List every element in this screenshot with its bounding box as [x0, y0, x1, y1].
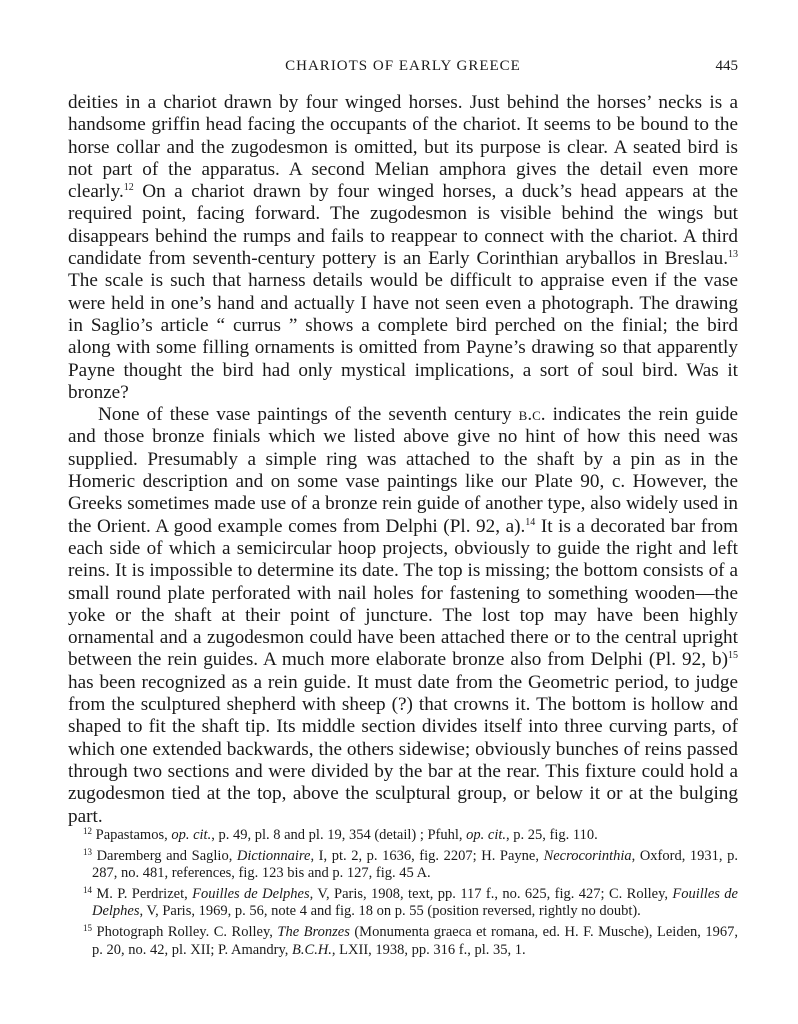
footnote-text: , Oxford, 1931, p. 287, no. 481, references, fig. 123 bis and p. 127, fig. 45 A.	[92, 847, 738, 882]
footnote-number: 14	[83, 884, 92, 895]
paragraph-2-text-a: None of these vase paintings of the seventh century	[98, 404, 519, 426]
paragraph-1	[68, 92, 738, 404]
paragraph-2-text-b: indicates the rein guide and those bronze finials which we listed above give no hint of how this need was supplied. Presumably a simple ring was attached to the shaft by a pin as in the Homeric description and on some vase paintings like our Plate 90, c. However, the Greeks sometimes made use of a bronze rein guide of another type, also widely used in the Orient. A good example comes from Delphi (Pl. 92, a).	[68, 404, 738, 537]
paragraph-2-text-d: has been recognized as a rein guide. It must date from the Geometric period, to judge from the sculptured shepherd with sheep (?) that crowns it. The bottom is hollow and shaped to fit the shaft tip. Its middle section divides itself into three curving parts, of which one extended backwards, the others sidewise; obviously bunches of reins passed through two sections and were divided by the bar at the rear. This fixture could hold a zugodesmon tied at the top, above the sculptural group, or below it or at the bulging part.	[68, 671, 738, 827]
footnote-ref-13: 13	[728, 249, 738, 261]
footnote-text: , V, Paris, 1908, text, pp. 117 f., no. 625, fig. 427; C. Rolley,	[309, 885, 673, 902]
footnote-text: Photograph Rolley. C. Rolley,	[92, 923, 278, 940]
footnote-text: , p. 49, pl. 8 and pl. 19, 354 (detail) ; Pfuhl,	[211, 827, 467, 843]
footnotes	[68, 827, 738, 962]
footnote-ref-12: 12	[123, 182, 134, 194]
footnote-italic: Fouilles de Delphes	[192, 885, 310, 902]
footnote-number: 12	[83, 826, 92, 836]
paragraph-1-text-c: The scale is such that harness details would be difficult to appraise even if the vase were held in one’s hand and actually I have not seen even a photograph. The drawing in Saglio’s article “ currus ” shows a complete bird perched on the finial; the bird along with some filling ornaments is omitted from Payne’s drawing so that apparently Payne thought the bird had only mystical implications, a sort of soul bird. Was it bronze?	[68, 270, 738, 403]
body-text	[68, 92, 738, 828]
footnote-italic: Fouilles de Delphes	[92, 885, 738, 920]
paragraph-2-text-c: It is a decorated bar from each side of which a semicircular hoop projects, obviously to guide the right and left reins. It is impossible to determine its date. The top is missing; the bottom consists of a small round plate perforated with nail holes for fastening to something wooden—the yoke or the shaft at their point of juncture. The lost top may have been highly ornamental and a zugodesmon could have been attached there or to the central upright between the rein guides. A much more elaborate bronze also from Delphi (Pl. 92, b)	[68, 515, 739, 671]
footnote-number: 13	[83, 846, 92, 857]
footnote-text: , I, pt. 2, p. 1636, fig. 2207; H. Payne,	[310, 847, 544, 864]
footnote-13	[68, 848, 738, 883]
footnote-italic: The Bronzes	[277, 923, 350, 940]
paragraph-1-text-a: deities in a chariot drawn by four winged horses. Just behind the horses’ necks is a handsome griffin head facing the occupants of the chariot. It seems to be bound to the horse collar and the zugodesmon is omitted, but its purpose is clear. A seated bird is not part of the apparatus. A second Melian amphora gives the detail even more clearly.	[68, 92, 738, 203]
footnote-italic: B.C.H.	[292, 941, 332, 958]
footnote-number: 15	[83, 922, 92, 933]
footnote-text: , LXII, 1938, pp. 316 f., pl. 35, 1.	[331, 941, 526, 958]
footnote-italic: Necrocorinthia	[543, 847, 632, 864]
footnote-text: Daremberg and Saglio,	[92, 847, 237, 864]
page-number: 445	[715, 58, 738, 74]
footnote-ref-14: 14	[525, 516, 536, 528]
era-abbreviation: b.c.	[518, 404, 546, 426]
paragraph-1-text-b: On a chariot drawn by four winged horses, a duck’s head appears at the required point, facing forward. The zugodesmon is visible behind the wings but disappears behind the rumps and fails to reappear to connect with the chariot. A third candidate from seventh-century pottery is an Early Corinthian aryballos in Breslau.	[68, 181, 738, 270]
footnote-text: (Monumenta graeca et romana, ed. H. F. Musche), Leiden, 1967, p. 20, no. 42, pl. XII; P. Amandry,	[92, 923, 739, 958]
footnote-text: , V, Paris, 1969, p. 56, note 4 and fig. 18 on p. 55 (position reversed, rightly no doubt).	[139, 903, 641, 920]
footnote-12	[68, 827, 738, 845]
footnote-italic: Dictionnaire	[236, 847, 311, 864]
paragraph-2	[68, 404, 738, 828]
footnote-italic: op. cit.	[466, 827, 507, 843]
footnote-ref-15: 15	[728, 650, 738, 662]
running-title: CHARIOTS OF EARLY GREECE	[285, 58, 521, 74]
footnote-text: , p. 25, fig. 110.	[506, 827, 598, 843]
footnote-14	[68, 886, 738, 921]
footnote-15	[68, 924, 738, 959]
footnote-text: M. P. Perdrizet,	[92, 885, 193, 902]
page-header	[68, 58, 738, 80]
footnote-text: Papastamos,	[92, 827, 172, 843]
footnote-italic: op. cit.	[171, 827, 212, 843]
